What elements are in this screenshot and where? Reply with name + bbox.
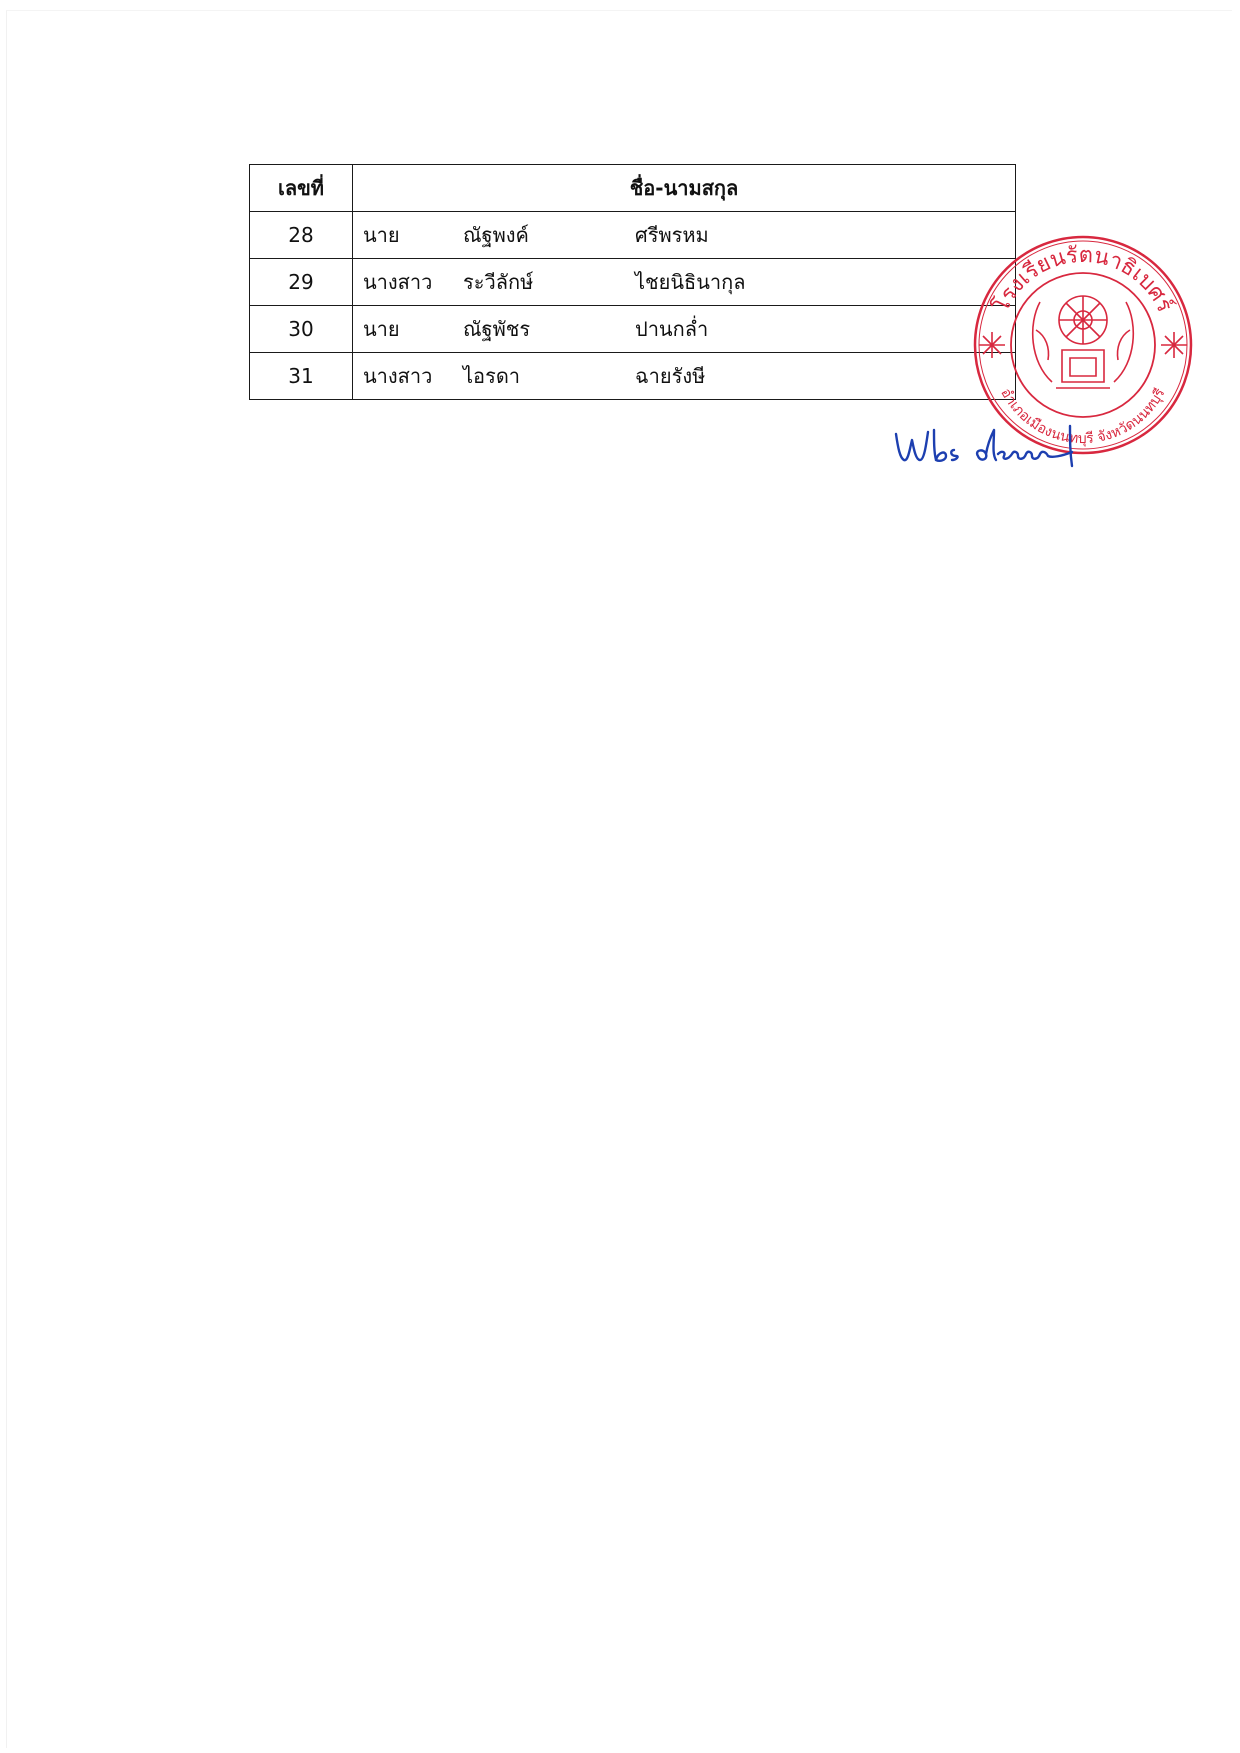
header-number: เลขที่	[250, 165, 353, 212]
name-title: นาย	[363, 223, 400, 247]
first-name: ณัฐพงค์	[463, 223, 529, 247]
seal-star-icon	[979, 332, 1005, 358]
first-name: ณัฐพัชร	[463, 317, 531, 341]
name-title: นางสาว	[363, 364, 433, 388]
row-number: 31	[250, 353, 353, 400]
seal-top-text: โรงเรียนรัตนาธิเบศร์	[988, 242, 1178, 317]
student-roster-table	[249, 164, 1016, 400]
last-name: ไชยนิธินากุล	[635, 270, 746, 294]
table-row	[250, 353, 1016, 400]
seal-dharma-wheel-emblem-icon	[1033, 296, 1134, 388]
seal-bottom-text: อำเภอเมืองนนทบุรี จังหวัดนนทบุรี	[997, 385, 1169, 448]
header-fullname: ชื่อ-นามสกุล	[353, 165, 1016, 212]
row-fullname	[353, 259, 1016, 306]
row-number: 29	[250, 259, 353, 306]
last-name: ปานกล่ำ	[635, 317, 709, 341]
table-row	[250, 259, 1016, 306]
name-title: นาย	[363, 317, 400, 341]
row-fullname	[353, 212, 1016, 259]
first-name: ไอรดา	[463, 364, 521, 388]
last-name: ศรีพรหม	[635, 223, 709, 247]
seal-star-icon	[1161, 332, 1187, 358]
table-row	[250, 212, 1016, 259]
row-fullname	[353, 353, 1016, 400]
last-name: ฉายรังษี	[635, 364, 706, 388]
seal-ring	[975, 237, 1191, 453]
table-row	[250, 306, 1016, 353]
name-title: นางสาว	[363, 270, 433, 294]
handwritten-signature	[890, 422, 1090, 472]
row-fullname	[353, 306, 1016, 353]
table-header-row	[250, 165, 1016, 212]
row-number: 28	[250, 212, 353, 259]
row-number: 30	[250, 306, 353, 353]
first-name: ระวีลักษ์	[463, 270, 534, 294]
